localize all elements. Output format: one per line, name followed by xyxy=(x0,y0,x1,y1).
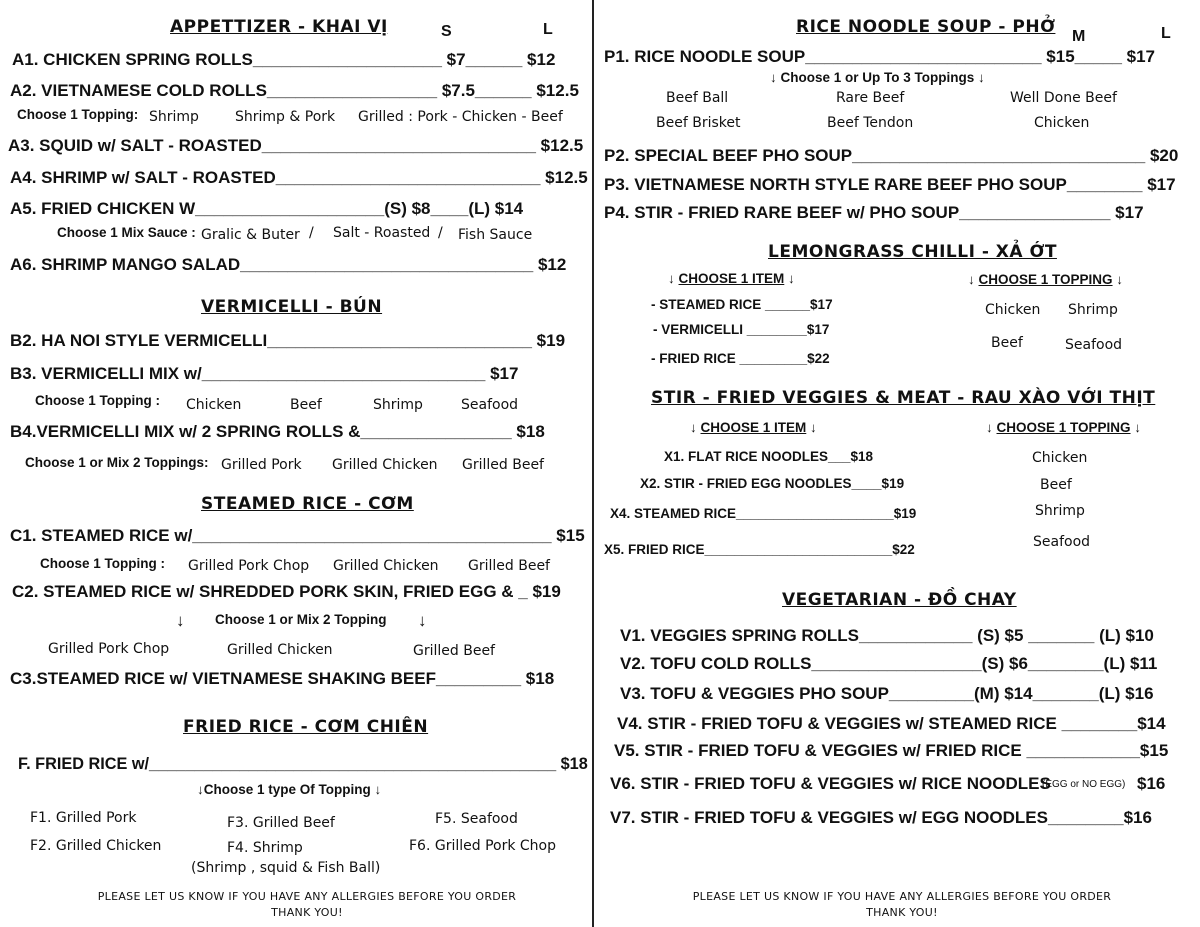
lemongrass-choose-item: ↓ CHOOSE 1 ITEM ↓ xyxy=(668,271,795,286)
vermicelli-title: VERMICELLI - BÚN xyxy=(201,297,383,317)
b3-option: Seafood xyxy=(461,397,519,413)
f-choose-label: ↓Choose 1 type Of Topping ↓ xyxy=(197,782,382,797)
stirfry-item: X2. STIR - FRIED EGG NOODLES____$19 xyxy=(640,476,905,491)
thank-you: THANK YOU! xyxy=(866,906,938,919)
menu-item-a2: A2. VIETNAMESE COLD ROLLS__________________ $7.5______ $12.5 xyxy=(10,81,579,100)
stirfry-topping: Shrimp xyxy=(1035,503,1085,519)
choose-topping-label: CHOOSE 1 TOPPING xyxy=(978,272,1113,287)
lemongrass-item: - STEAMED RICE ______$17 xyxy=(651,297,833,312)
menu-item-a6: A6. SHRIMP MANGO SALAD_______________________________ $12 xyxy=(10,255,567,274)
menu-item-v2: V2. TOFU COLD ROLLS__________________(S) $6________(L) $11 xyxy=(620,654,1158,673)
f-option: F4. Shrimp xyxy=(227,840,303,856)
f-option: F1. Grilled Pork xyxy=(30,810,137,826)
lemongrass-item: - FRIED RICE _________$22 xyxy=(651,351,830,366)
f-option: F3. Grilled Beef xyxy=(227,815,335,831)
separator: / xyxy=(309,225,314,241)
p1-option: Rare Beef xyxy=(836,90,905,106)
choose-item-label: CHOOSE 1 ITEM xyxy=(700,420,807,435)
f-option: F6. Grilled Pork Chop xyxy=(409,838,557,854)
vegetarian-title: VEGETARIAN - ĐỒ CHAY xyxy=(782,590,1017,610)
c1-option: Grilled Chicken xyxy=(333,558,439,574)
a2-option: Shrimp xyxy=(149,109,199,125)
menu-item-v5: V5. STIR - FRIED TOFU & VEGGIES w/ FRIED RICE ____________$15 xyxy=(614,741,1169,760)
appetizer-title: APPETTIZER - KHAI VỊ xyxy=(170,17,388,37)
stirfry-topping: Chicken xyxy=(1032,450,1088,466)
menu-item-b2: B2. HA NOI STYLE VERMICELLI____________________________ $19 xyxy=(10,331,566,350)
f-option: F5. Seafood xyxy=(435,811,518,827)
a2-option: Shrimp & Pork xyxy=(235,109,336,125)
down-arrow-icon: ↓ xyxy=(418,611,427,630)
menu-item-v6: V6. STIR - FRIED TOFU & VEGGIES w/ RICE NOODLES xyxy=(610,774,1051,793)
c2-choose-label: Choose 1 or Mix 2 Topping xyxy=(215,612,387,627)
a5-option: Gralic & Buter xyxy=(201,227,300,243)
v6-note: (EGG or NO EGG) xyxy=(1042,779,1126,790)
lemongrass-item: - VERMICELLI ________$17 xyxy=(653,322,830,337)
v6-price: $16 xyxy=(1137,774,1166,793)
c2-option: Grilled Beef xyxy=(413,643,495,659)
lemongrass-topping: Chicken xyxy=(985,302,1041,318)
a5-choose-label: Choose 1 Mix Sauce : xyxy=(57,225,196,240)
menu-item-p4: P4. STIR - FRIED RARE BEEF w/ PHO SOUP________________ $17 xyxy=(604,203,1144,222)
lemongrass-topping: Beef xyxy=(991,335,1023,351)
stirfry-choose-topping: ↓ CHOOSE 1 TOPPING ↓ xyxy=(986,420,1142,435)
steamed-rice-title: STEAMED RICE - CƠM xyxy=(201,494,414,514)
lemongrass-topping: Shrimp xyxy=(1068,302,1118,318)
size-l-header: L xyxy=(543,21,553,38)
lemongrass-choose-topping: ↓ CHOOSE 1 TOPPING ↓ xyxy=(968,272,1124,287)
stirfry-topping: Beef xyxy=(1040,477,1072,493)
b4-option: Grilled Pork xyxy=(221,457,302,473)
c1-option: Grilled Beef xyxy=(468,558,550,574)
allergy-notice: PLEASE LET US KNOW IF YOU HAVE ANY ALLERGIES BEFORE YOU ORDER xyxy=(97,890,517,903)
menu-item-a5: A5. FRIED CHICKEN W____________________(S) $8____(L) $14 xyxy=(10,199,524,218)
menu-item-a1: A1. CHICKEN SPRING ROLLS____________________ $7______ $12 xyxy=(12,50,556,69)
stir-fry-title: STIR - FRIED VEGGIES & MEAT - RAU XÀO VỚI THỊT xyxy=(651,388,1156,408)
pho-title: RICE NOODLE SOUP - PHỞ xyxy=(796,17,1056,37)
b3-option: Chicken xyxy=(186,397,242,413)
allergy-notice: PLEASE LET US KNOW IF YOU HAVE ANY ALLERGIES BEFORE YOU ORDER xyxy=(692,890,1112,903)
p1-option: Beef Brisket xyxy=(656,115,741,131)
menu-item-v7: V7. STIR - FRIED TOFU & VEGGIES w/ EGG NOODLES________$16 xyxy=(610,808,1152,827)
c2-option: Grilled Pork Chop xyxy=(48,641,170,657)
menu-item-a4: A4. SHRIMP w/ SALT - ROASTED____________________________ $12.5 xyxy=(10,168,588,187)
b4-choose-label: Choose 1 or Mix 2 Toppings: xyxy=(25,455,209,470)
p1-choose-label: ↓ Choose 1 or Up To 3 Toppings ↓ xyxy=(770,70,985,85)
b3-option: Shrimp xyxy=(373,397,423,413)
size-s-header: S xyxy=(441,23,452,40)
a5-option: Salt - Roasted xyxy=(333,225,431,241)
stirfry-item: X1. FLAT RICE NOODLES___$18 xyxy=(664,449,874,464)
lemongrass-topping: Seafood xyxy=(1065,337,1123,353)
menu-item-p2: P2. SPECIAL BEEF PHO SOUP_______________________________ $20 xyxy=(604,146,1179,165)
b4-option: Grilled Chicken xyxy=(332,457,438,473)
f-option-note: (Shrimp , squid & Fish Ball) xyxy=(191,860,381,876)
p1-option: Beef Ball xyxy=(666,90,729,106)
stirfry-choose-item: ↓ CHOOSE 1 ITEM ↓ xyxy=(690,420,817,435)
lemongrass-title: LEMONGRASS CHILLI - XẢ ỚT xyxy=(768,242,1057,262)
thank-you: THANK YOU! xyxy=(271,906,343,919)
menu-item-b3: B3. VERMICELLI MIX w/______________________________ $17 xyxy=(10,364,519,383)
stirfry-topping: Seafood xyxy=(1033,534,1091,550)
b4-option: Grilled Beef xyxy=(462,457,544,473)
down-arrow-icon: ↓ xyxy=(176,611,185,630)
menu-item-b4: B4.VERMICELLI MIX w/ 2 SPRING ROLLS &________________ $18 xyxy=(10,422,545,441)
stirfry-item: X4. STEAMED RICE_____________________$19 xyxy=(610,506,917,521)
a5-option: Fish Sauce xyxy=(458,227,533,243)
menu-item-v3: V3. TOFU & VEGGIES PHO SOUP_________(M) $14_______(L) $16 xyxy=(620,684,1154,703)
c2-option: Grilled Chicken xyxy=(227,642,333,658)
size-m-header: M xyxy=(1072,28,1086,45)
menu-item-c1: C1. STEAMED RICE w/______________________________________ $15 xyxy=(10,526,585,545)
p1-option: Chicken xyxy=(1034,115,1090,131)
size-l-header: L xyxy=(1161,25,1171,42)
menu-item-c3: C3.STEAMED RICE w/ VIETNAMESE SHAKING BEEF_________ $18 xyxy=(10,669,555,688)
stirfry-item: X5. FRIED RICE_________________________$22 xyxy=(604,542,915,557)
menu-item-a3: A3. SQUID w/ SALT - ROASTED_____________________________ $12.5 xyxy=(8,136,584,155)
b3-option: Beef xyxy=(290,397,322,413)
choose-topping-label: CHOOSE 1 TOPPING xyxy=(996,420,1131,435)
choose-item-label: CHOOSE 1 ITEM xyxy=(678,271,785,286)
c1-choose-label: Choose 1 Topping : xyxy=(40,556,165,571)
menu-item-v1: V1. VEGGIES SPRING ROLLS____________ (S) $5 _______ (L) $10 xyxy=(620,626,1154,645)
fried-rice-title: FRIED RICE - CƠM CHIÊN xyxy=(183,717,429,737)
b3-choose-label: Choose 1 Topping : xyxy=(35,393,160,408)
a2-option: Grilled : Pork - Chicken - Beef xyxy=(358,109,563,125)
f-option: F2. Grilled Chicken xyxy=(30,838,162,854)
menu-item-p3: P3. VIETNAMESE NORTH STYLE RARE BEEF PHO SOUP________ $17 xyxy=(604,175,1176,194)
separator: / xyxy=(438,225,443,241)
menu-item-c2: C2. STEAMED RICE w/ SHREDDED PORK SKIN, FRIED EGG & _ $19 xyxy=(12,582,561,601)
p1-option: Beef Tendon xyxy=(827,115,914,131)
column-divider xyxy=(592,0,594,927)
c1-option: Grilled Pork Chop xyxy=(188,558,310,574)
p1-option: Well Done Beef xyxy=(1010,90,1117,106)
menu-item-p1: P1. RICE NOODLE SOUP_________________________ $15_____ $17 xyxy=(604,47,1156,66)
menu-item-v4: V4. STIR - FRIED TOFU & VEGGIES w/ STEAMED RICE ________$14 xyxy=(617,714,1166,733)
a2-choose-label: Choose 1 Topping: xyxy=(17,107,139,122)
menu-item-f: F. FRIED RICE w/_____________________________________________ $18 xyxy=(18,755,588,773)
